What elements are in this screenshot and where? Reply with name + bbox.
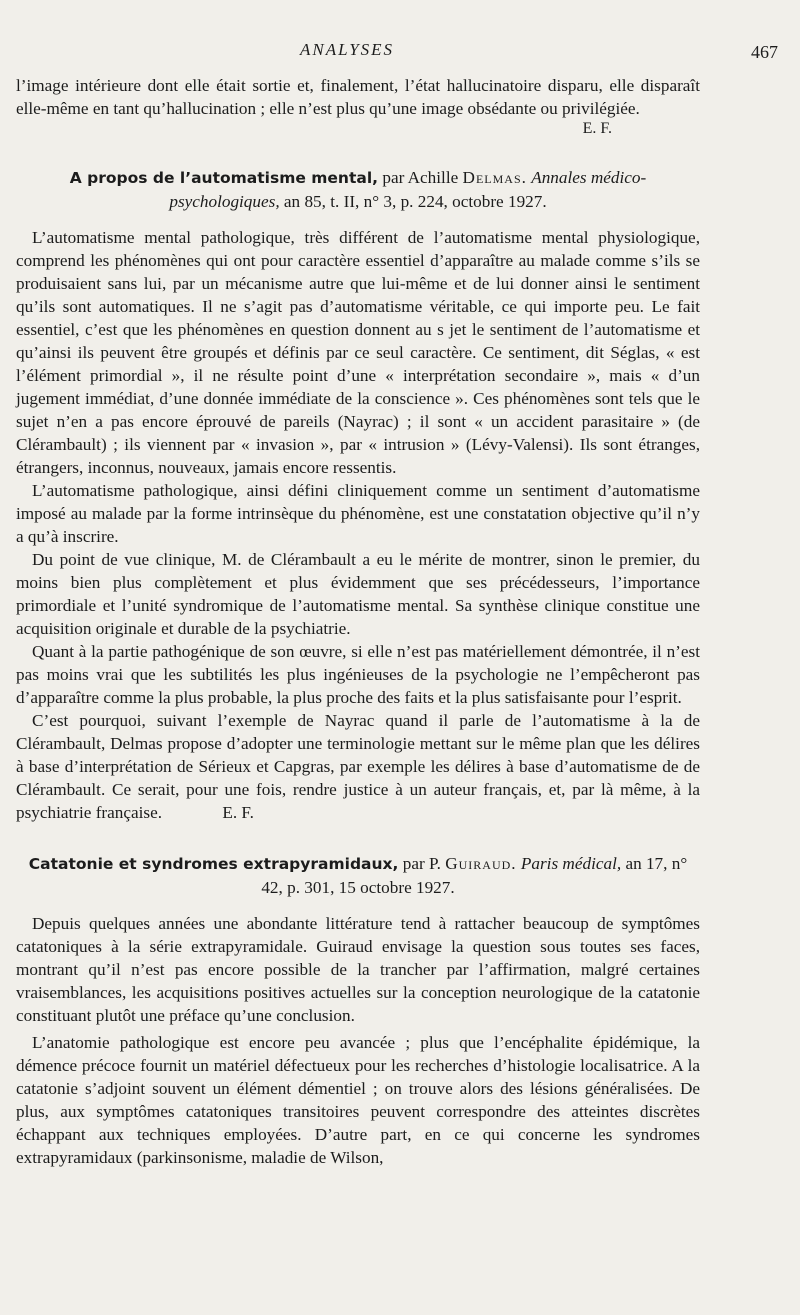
review-1-paragraph-text: C’est pourquoi, suivant l’exemple de Nayrac quand il parle de l’automatisme à la de Clérambault, Delmas propose d’adopter une terminologie mettant sur le même plan que les délires à base d’interprétation de Sérieux et Capgras, par exemple les délires à base d’automatisme de de Clérambault. Ce serait, pour une fois, rendre justice à un auteur français, et, par là même, à la psychiatrie française. [16,711,700,822]
review-1-reference [16,166,700,214]
page-number: 467 [751,42,778,62]
review-1-signature: E. F. [222,803,254,822]
review-2-paragraph: Depuis quelques années une abondante littérature tend à rattacher beaucoup de symptômes catatoniques à la série extrapyramidale. Guiraud envisage la question sous toutes ses faces, montrant qu’il n’est pas encore possible de la trancher par l’affirmation, malgré certaines vraisemblances, les acquisitions positives actuelles sur la conception neurologique de la catatonie constituant plutôt une préface qu’une conclusion. [16,914,700,1025]
continuation-paragraph [16,74,700,120]
review-2-source: Paris médical, [520,854,622,873]
review-2-reference [16,852,700,900]
review-1-source: Annales médico-psychologiques, [169,168,647,211]
review-1-paragraph: L’automatisme mental pathologique, très différent de l’automatisme mental physiologique, comprend les phénomènes qui ont pour caractère essentiel d’apparaître au malade comme s’ils se produisaient sans lui, par un mécanisme autre que lui-même et de lui donner ainsi le sentiment qu’ils sont automatiques. Il ne s’agit pas d’automatisme véritable, ce qui importe peu. Le fait essentiel, c’est que les phénomènes en question donnent au s jet le sentiment de l’automatisme et qu’ainsi ils peuvent être groupés et définis par ce seul caractère. Ce sentiment, dit Séglas, « est l’élément primordial », il ne résulte point d’une « interprétation secondaire », mais « d’un jugement immédiat, d’une donnée immédiate de la conscience ». Ces phénomènes sont tels que le sujet n’en a pas encore éprouvé de pareils (Nayrac) ; il sont « un accident parasitaire » (de Clérambault) ; ils viennent par « invasion », par « intrusion » (Lévy-Valensi). Ils sont étranges, étrangers, inconnus, nouveaux, jamais encore ressentis. [16,228,700,477]
review-1-last-paragraph [16,709,700,824]
page-body [16,74,700,1169]
review-1-paragraph: Quant à la partie pathogénique de son œuvre, si elle n’est pas matériellement démontrée, il n’est pas moins vrai que les subtilités les plus ingénieuses de la psychologie ne l’empêcheront pas d’apparaître comme la plus probable, la plus proche des faits et la plus satisfaisante pour l’esprit. [16,642,700,707]
continuation-text: l’image intérieure dont elle était sortie et, finalement, l’état hallucinatoire disparu, elle disparaît elle-même en tant qu’hallucination ; elle n’est plus qu’une image obsédante ou privilégiée. [16,76,700,118]
running-title: ANALYSES [300,40,395,59]
review-1-paragraph: L’automatisme pathologique, ainsi défini cliniquement comme un sentiment d’automatisme imposé au malade par la forme intrinsèque du phénomène, est une constatation objective qu’il n’y a qu’à inscrire. [16,481,700,546]
review-1-par: par Achille [382,168,459,187]
review-2-par: par P. [402,854,441,873]
review-2-details: an 17, n° 42, p. 301, 15 octobre 1927. [261,854,688,897]
review-2-paragraph: L’anatomie pathologique est encore peu avancée ; plus que l’encéphalite épidémique, la démence précoce fournit un matériel défectueux pour les recherches d’histologie localisatrice. A la catatonie s’adjoint souvent un élément démentiel ; on trouve alors des lésions généralisées. De plus, aux symptômes catatoniques transitoires peuvent correspondre des atteintes discrètes échappant aux techniques employées. D’autre part, en ce qui concerne les syndromes extrapyramidaux (parkinsonisme, maladie de Wilson, [16,1033,700,1167]
running-head [0,40,800,68]
continuation-signature-row [16,120,700,138]
review-1-details: an 85, t. II, n° 3, p. 224, octobre 1927. [283,192,547,211]
review-1-paragraph: Du point de vue clinique, M. de Clérambault a eu le mérite de montrer, sinon le premier, du moins bien plus complètement et plus évidemment que ses précédesseurs, l’importance primordiale et l’unité syndromique de l’automatisme mental. Sa synthèse clinique constitue une acquisition originale et durable de la psychiatrie. [16,550,700,638]
review-2-title: Catatonie et syndromes extrapyramidaux, [28,855,399,873]
review-1-title: A propos de l’automatisme mental, [69,169,379,187]
review-2-author: Guiraud. [445,854,517,873]
continuation-signature: E. F. [582,120,612,137]
review-1-author: Delmas. [462,168,527,187]
